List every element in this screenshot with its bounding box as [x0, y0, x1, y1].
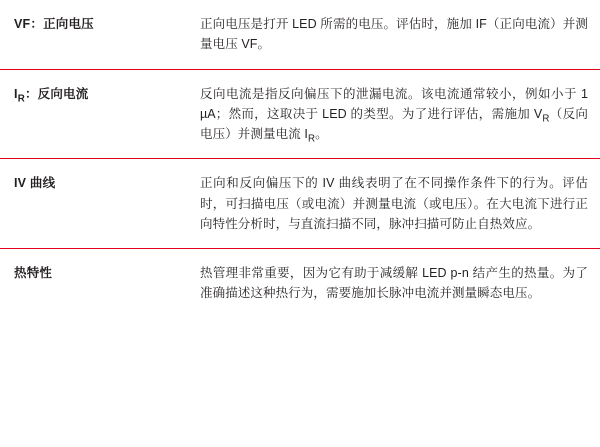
term-label-ir: $I_R$：反向电流: [14, 86, 89, 104]
table-row: [0, 159, 600, 249]
description-cell: [186, 69, 600, 159]
table-row: [0, 0, 600, 69]
term-cell: [0, 249, 186, 318]
term-label-vf: VF：正向电压: [14, 17, 94, 31]
description-cell: [186, 0, 600, 69]
term-cell: [0, 0, 186, 69]
description-cell: [186, 249, 600, 318]
description-text-iv-curve: 正向和反向偏压下的 IV 曲线表明了在不同操作条件下的行为。评估时，可扫描电压（或电流）并测量电流（或电压）。在大电流下进行正向特性分析时，与直流扫描不同，脉冲扫描可防止自热效应。: [200, 176, 588, 231]
description-cell: [186, 159, 600, 249]
description-text-thermal: 热管理非常重要，因为它有助于减缓解 LED p-n 结产生的热量。为了准确描述这种热行为，需要施加长脉冲电流并测量瞬态电压。: [200, 266, 588, 301]
term-label-iv-curve: IV 曲线: [14, 176, 56, 191]
description-text-vf: 正向电压是打开 LED 所需的电压。评估时，施加 IF（正向电流）并测量电压 VF。: [200, 17, 588, 52]
term-cell: [0, 159, 186, 249]
term-label-thermal: 热特性: [14, 266, 53, 280]
description-text-ir: 反向电流是指反向偏压下的泄漏电流。该电流通常较小，例如小于 1 µA；然而，这取决于 LED 的类型。为了进行评估，需施加 $V_R$（反向电压）并测量电流 $I_R$。: [200, 86, 588, 145]
table-row: [0, 69, 600, 159]
term-cell: [0, 69, 186, 159]
table-row: [0, 249, 600, 318]
